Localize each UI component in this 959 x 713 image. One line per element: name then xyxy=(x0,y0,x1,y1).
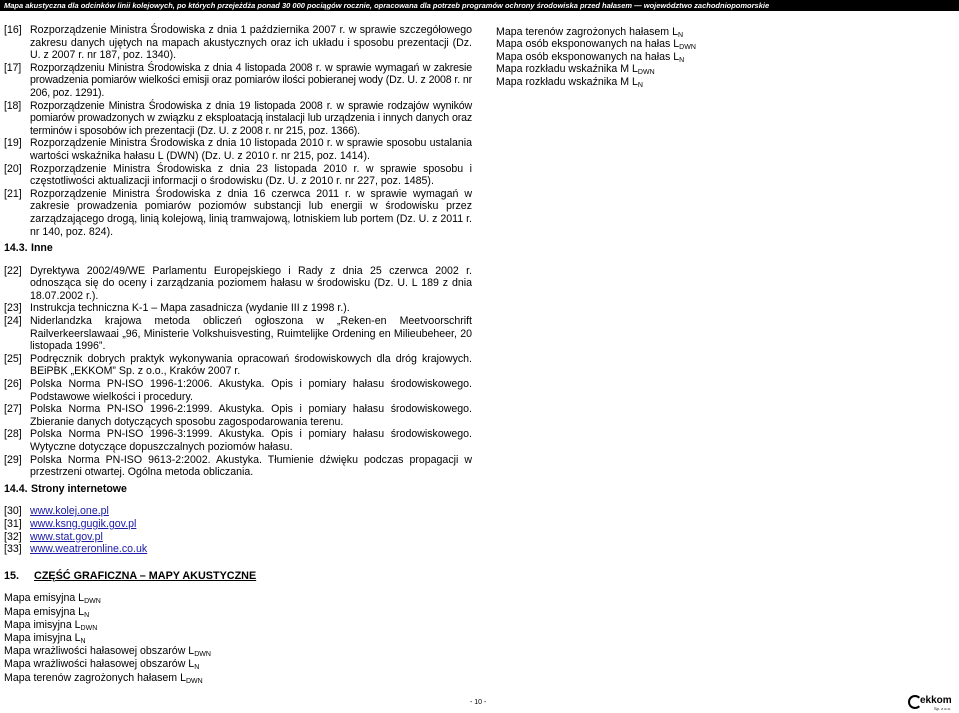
reference-number: [33] xyxy=(4,543,22,556)
reference-item xyxy=(4,265,472,303)
map-name: Mapa emisyjna L xyxy=(4,605,85,618)
reference-text: Rozporządzenie Ministra Środowiska z dnia 23 listopada 2010 r. w sprawie sposobu i częstotliwości aktualizacji informacji o środowisku (Dz. U. z 2010 r. nr 227, poz. 1485). xyxy=(30,162,472,188)
reference-text: Polska Norma PN-ISO 1996-2:1999. Akustyka. Opis i pomiary hałasu środowiskowego. Zbieranie danych dotyczących sposobu zagospodarowania terenu. xyxy=(30,403,472,428)
reference-item xyxy=(4,24,472,62)
link-item xyxy=(4,531,472,544)
reference-number: [25] xyxy=(4,352,22,365)
map-index-subscript: N xyxy=(84,611,90,619)
page-number: - 10 - xyxy=(470,699,487,706)
reference-number: [17] xyxy=(4,61,22,74)
link-item xyxy=(4,543,472,556)
reference-number: [22] xyxy=(4,264,22,277)
section-number: 14.4. xyxy=(4,482,28,495)
reference-text: Dyrektywa 2002/49/WE Parlamentu Europejskiego i Rady z dnia 25 czerwca 2002 r. odnosząca się do oceny i zarządzania poziomem hałasu w środowisku (Dz. U. L 189 z dnia 18.07.2002 r.). xyxy=(30,264,472,302)
map-name: Mapa rozkładu wskaźnika M L xyxy=(496,63,638,76)
map-index-subscript: N xyxy=(679,56,685,64)
map-index-subscript: DWN xyxy=(637,69,655,77)
reference-number: [29] xyxy=(4,453,22,466)
link-item xyxy=(4,505,472,518)
map-index-subscript: DWN xyxy=(185,677,203,685)
section-number: 15. xyxy=(4,569,20,582)
reference-item xyxy=(4,137,472,162)
map-list-item xyxy=(496,63,756,75)
website-link[interactable]: www.ksng.gugik.gov.pl xyxy=(30,517,137,530)
map-list-item xyxy=(4,606,472,619)
ekkom-logo xyxy=(908,693,956,713)
map-name: Mapa rozkładu wskaźnika M L xyxy=(496,75,638,88)
reference-number: [30] xyxy=(4,505,22,518)
reference-text: Rozporządzenie Ministra Środowiska z dnia 10 listopada 2010 r. w sprawie sposobu ustalania wartości wskaźnika hałasu L (DWN) (Dz. U. z 2010 r. nr 215, poz. 1414). xyxy=(30,137,472,162)
website-links-list xyxy=(4,505,472,555)
map-name: Mapa osób eksponowanych na hałas L xyxy=(496,38,680,51)
map-list-item xyxy=(4,645,472,658)
reference-text: Niderlandzka krajowa metoda obliczeń ogłoszona w „Reken-en Meetvoorschrift Railverkeerslawaai „96, Ministerie Volkshuisvesting, Ruimtelijke Ordening en Milieubeheer, 20 listopada 1996”. xyxy=(30,315,472,353)
reference-number: [31] xyxy=(4,517,22,530)
map-list-item xyxy=(496,26,756,38)
map-name: Mapa imisyjna L xyxy=(4,618,81,631)
reference-text: Rozporządzenie Ministra Środowiska z dnia 16 czerwca 2011 r. w sprawie wymagań w zakresie prowadzenia pomiarów poziomów substancji lub energii w środowisku przez zarządzającego drogą, linią kolejową, linią tramwajową, lotniskiem lub portem (Dz. U. z 2011 r. nr 140, poz. 824). xyxy=(30,187,472,238)
reference-item xyxy=(4,302,472,315)
map-list-item xyxy=(4,592,472,605)
map-index-subscript: DWN xyxy=(194,651,211,659)
reference-item xyxy=(4,188,472,238)
website-link[interactable]: www.kolej.one.pl xyxy=(30,505,109,518)
map-list-item xyxy=(496,51,756,63)
section-number: 14.3. xyxy=(4,242,28,255)
maps-list xyxy=(4,592,472,684)
map-name: Mapa osób eksponowanych na hałas L xyxy=(496,50,680,63)
map-name: Mapa terenów zagrożonych hałasem L xyxy=(496,26,678,38)
reference-number: [19] xyxy=(4,137,22,150)
logo-subtext: Sp. z o.o. xyxy=(934,706,951,711)
reference-item xyxy=(4,454,472,479)
section-title: CZĘŚĆ GRAFICZNA – MAPY AKUSTYCZNE xyxy=(34,569,257,582)
section-title: Inne xyxy=(31,242,53,255)
reference-number: [23] xyxy=(4,302,22,315)
map-name: Mapa emisyjna L xyxy=(4,592,85,605)
map-index-subscript: DWN xyxy=(679,44,696,52)
reference-item xyxy=(4,163,472,188)
maps-list-continued xyxy=(496,26,756,88)
reference-text: Instrukcja techniczna K-1 – Mapa zasadnicza (wydanie III z 1998 r.). xyxy=(30,302,350,315)
reference-text: Podręcznik dobrych praktyk wykonywania opracowań środowiskowych dla dróg krajowych. BEiPBK „EKKOM” Sp. z o.o., Kraków 2007 r. xyxy=(30,352,472,378)
section-heading-14-3 xyxy=(4,242,472,255)
reference-text: Rozporządzeniu Ministra Środowiska z dnia 4 listopada 2008 r. w sprawie wymagań w zakresie prowadzenia pomiarów wielkości emisji oraz pomiarów ilości pobieranej wody (Dz. U. z 2008 r. nr 206, poz. 1291). xyxy=(30,61,472,99)
map-index-subscript: DWN xyxy=(80,624,98,632)
map-index-subscript: N xyxy=(677,32,684,39)
logo-text: ekkom xyxy=(920,695,952,706)
map-list-item xyxy=(4,619,472,632)
section-heading-14-4 xyxy=(4,483,472,496)
map-name: Mapa imisyjna L xyxy=(4,631,81,644)
reference-number: [24] xyxy=(4,315,22,328)
references-list-regulations xyxy=(4,24,472,238)
references-list-other xyxy=(4,265,472,479)
reference-number: [16] xyxy=(4,24,22,36)
reference-number: [28] xyxy=(4,428,22,441)
map-index-subscript: N xyxy=(194,664,200,672)
reference-item xyxy=(4,100,472,138)
reference-item xyxy=(4,353,472,378)
reference-item xyxy=(4,428,472,453)
website-link[interactable]: www.stat.gov.pl xyxy=(30,530,103,543)
reference-number: [26] xyxy=(4,378,22,391)
website-link[interactable]: www.weatreronline.co.uk xyxy=(30,543,148,556)
reference-item xyxy=(4,403,472,428)
map-list-item xyxy=(4,658,472,671)
section-heading-15 xyxy=(4,570,472,583)
map-index-subscript: N xyxy=(637,81,643,89)
document-header: Mapa akustyczna dla odcinków linii kolejowych, po których przejeżdża ponad 30 000 pociągów rocznie, opracowana dla potrzeb programów ochrony środowiska przed hałasem — województwo zachodniopomorskie xyxy=(0,0,959,11)
page-footer xyxy=(0,693,959,713)
reference-item xyxy=(4,378,472,403)
references-column xyxy=(4,24,472,685)
map-list-item xyxy=(496,76,756,88)
map-name: Mapa wrażliwości hałasowej obszarów L xyxy=(4,645,195,658)
map-name: Mapa wrażliwości hałasowej obszarów L xyxy=(4,658,195,671)
reference-number: [32] xyxy=(4,530,22,543)
reference-item xyxy=(4,62,472,100)
reference-number: [20] xyxy=(4,162,22,175)
map-list-item xyxy=(4,632,472,645)
map-index-subscript: DWN xyxy=(84,598,101,606)
link-item xyxy=(4,518,472,531)
section-title: Strony internetowe xyxy=(31,482,127,495)
reference-number: [21] xyxy=(4,187,22,200)
reference-number: [27] xyxy=(4,403,22,416)
reference-item xyxy=(4,315,472,353)
reference-text: Polska Norma PN-ISO 9613-2:2002. Akustyka. Tłumienie dźwięku podczas propagacji w przestrzeni otwartej. Ogólna metoda obliczania. xyxy=(30,453,472,479)
map-list-item xyxy=(496,38,756,50)
reference-text: Rozporządzenie Ministra Środowiska z dnia 19 listopada 2008 r. w sprawie rodzajów wyników pomiarów prowadzonych w związku z eksploatacją instalacji lub urządzenia i innych danych oraz terminów i sposobów ich prezentacji (Dz. U. z 2008 r. nr 215, poz. 1366). xyxy=(30,99,472,137)
map-index-subscript: N xyxy=(80,637,86,645)
reference-text: Polska Norma PN-ISO 1996-1:2006. Akustyka. Opis i pomiary hałasu środowiskowego. Podstawowe wielkości i procedury. xyxy=(30,378,472,403)
reference-text: Polska Norma PN-ISO 1996-3:1999. Akustyka. Opis i pomiary hałasu środowiskowego. Wytyczne dotyczące dopuszczalnych poziomów hałasu. xyxy=(30,428,472,453)
map-name: Mapa terenów zagrożonych hałasem L xyxy=(4,671,186,684)
reference-text: Rozporządzenie Ministra Środowiska z dnia 1 października 2007 r. w sprawie szczegółowego zakresu danych ujętych na mapach akustycznych oraz ich układu i sposobu prezentacji (Dz. U. z 2007 r. nr 187, poz. 1340). xyxy=(30,24,472,62)
reference-number: [18] xyxy=(4,99,22,112)
map-list-item xyxy=(4,672,472,685)
